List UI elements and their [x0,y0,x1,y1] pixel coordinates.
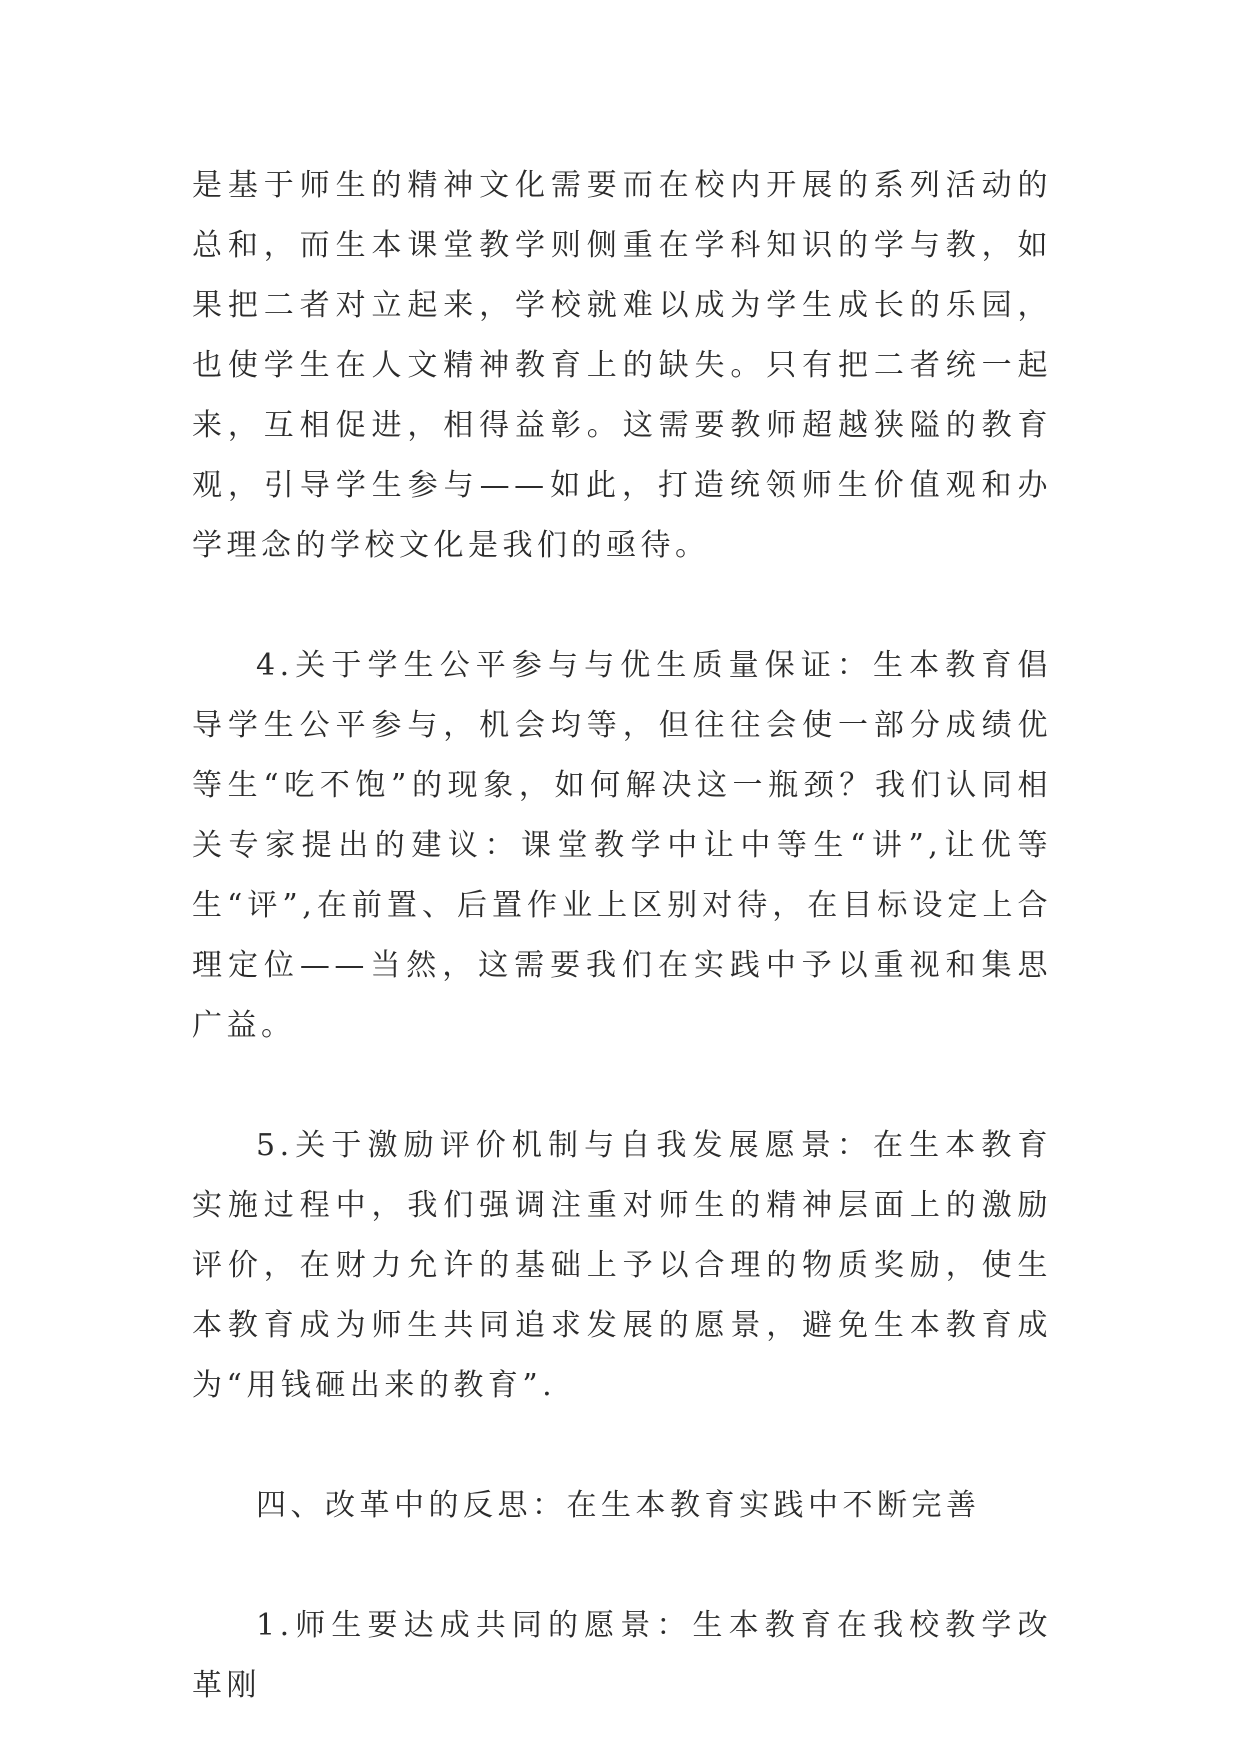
section-heading-4: 四、改革中的反思：在生本教育实践中不断完善 [256,1488,981,1523]
paragraph-item-4: 4.关于学生公平参与与优生质量保证：生本教育倡导学生公平参与，机会均等，但往往会使一部分成绩优等生“吃不饱”的现象，如何解决这一瓶颈？我们认同相关专家提出的建议：课堂教学中让中等生“讲”,让优等生“评”,在前置、后置作业上区别对待，在目标设定上合理定位——当然，这需要我们在实践中予以重视和集思广益。 [192,648,1052,1043]
document-body [192,156,1052,1716]
paragraph-item-5: 5.关于激励评价机制与自我发展愿景：在生本教育实施过程中，我们强调注重对师生的精神层面上的激励评价，在财力允许的基础上予以合理的物质奖励，使生本教育成为师生共同追求发展的愿景，避免生本教育成为“用钱砸出来的教育”. [192,1128,1052,1403]
paragraph-school-culture: 是基于师生的精神文化需要而在校内开展的系列活动的总和，而生本课堂教学则侧重在学科知识的学与教，如果把二者对立起来，学校就难以成为学生成长的乐园，也使学生在人文精神教育上的缺失。只有把二者统一起来，互相促进，相得益彰。这需要教师超越狭隘的教育观，引导学生参与——如此，打造统领师生价值观和办学理念的学校文化是我们的亟待。 [192,168,1052,563]
paragraph-item-1: 1.师生要达成共同的愿景：生本教育在我校教学改革刚 [192,1608,1052,1703]
